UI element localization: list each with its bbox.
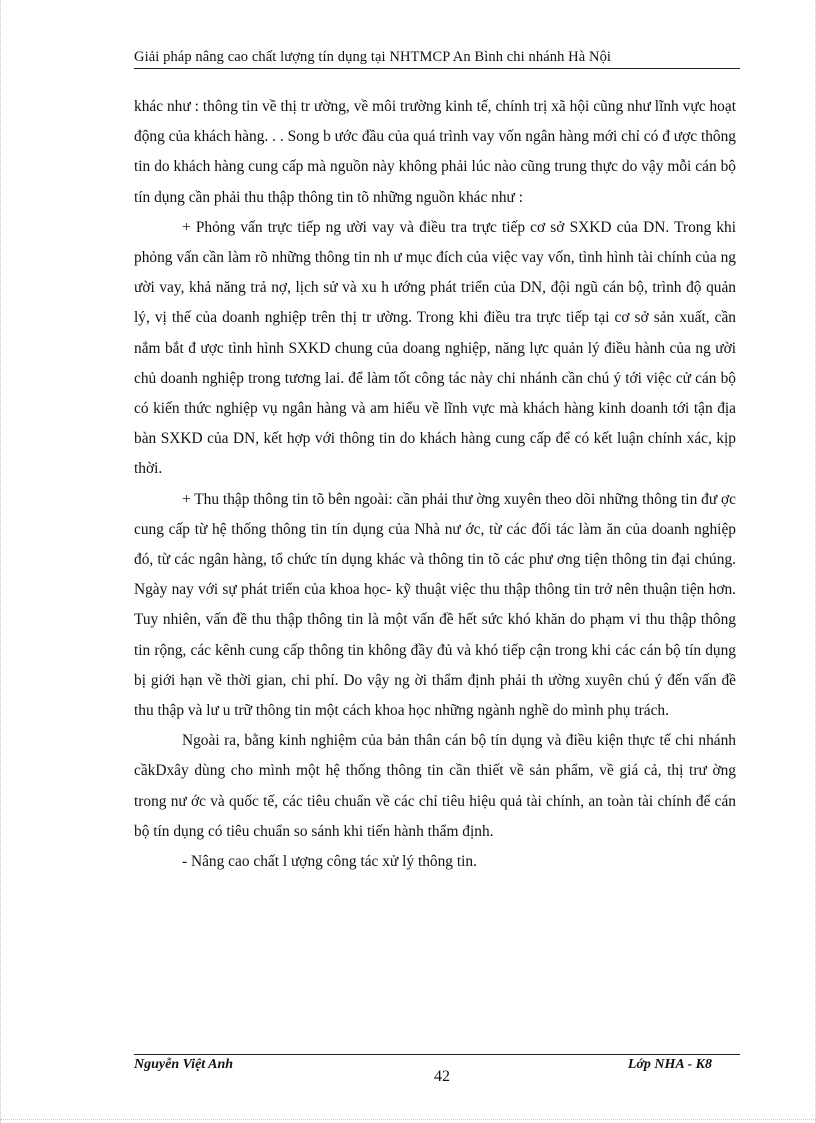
paragraph-experience: Ngoài ra, bằng kinh nghiệm của bản thân cán bộ tín dụng và điều kiện thực tế chi nhánh cầkDxây dùng cho mình một hệ thống thông tin cần thiết về sản phẩm, về giá cả, thị trư ờng trong nư ớc và quốc tế, các tiêu chuẩn về các chỉ tiêu hiệu quả tài chính, an toàn tài chính để cán bộ tín dụng có tiêu chuẩn so sánh khi tiến hành thẩm định. xyxy=(134,732,736,840)
page-bottom-edge xyxy=(0,1119,816,1120)
footer-class-label: Lớp NHA - K8 xyxy=(627,1057,712,1072)
footer-divider xyxy=(134,1054,740,1055)
footer-author: Nguyễn Việt Anh xyxy=(134,1057,234,1072)
paragraph-processing: - Nâng cao chất l ượng công tác xử lý thông tin. xyxy=(182,853,477,871)
page-number: 42 xyxy=(434,1068,450,1085)
paragraph-external-info: + Thu thập thông tin tõ bên ngoài: cần phải thư ờng xuyên theo dõi những thông tin đư ợc cung cấp từ hệ thống thông tin tín dụng của Nhà nư ớc, từ các đối tác làm ăn của doanh nghiệp đó, từ các ngân hàng, tổ chức tín dụng khác và thông tin tõ các phư ơng tiện thông tin đại chúng. Ngày nay với sự phát triển của khoa học- kỹ thuật việc thu thập thông tin trở nên thuận tiện hơn. Tuy nhiên, vấn đề thu thập thông tin là một vấn đề hết sức khó khăn do phạm vi thu thập thông tin rộng, các kênh cung cấp thông tin không đầy đủ và khó tiếp cận trong khi các cán bộ tín dụng bị giới hạn về thời gian, chi phí. Do vậy ng ời thẩm định phải th ường xuyên chú ý đến vấn đề thu thập và lư u trữ thông tin một cách khoa học những ngành nghề do mình phụ trách. xyxy=(134,490,736,720)
paragraph-interview: + Phỏng vấn trực tiếp ng ười vay và điều tra trực tiếp cơ sở SXKD của DN. Trong khi phỏng vấn cần làm rõ những thông tin nh ư mục đích của việc vay vốn, tình hình tài chính của ng ười vay, khả năng trả nợ, lịch sử và xu h ướng phát triển của DN, đội ngũ cán bộ, trình độ quản lý, vị thế của doanh nghiệp trên thị tr ường. Trong khi điều tra trực tiếp tại cơ sở sản xuất, cần nắm bắt đ ược tình hình SXKD chung của doang nghiệp, năng lực quản lý điều hành của ng ười chủ doanh nghiệp trong tương lai. để làm tốt công tác này chi nhánh cần chú ý tới việc cử cán bộ có kiến thức nghiệp vụ ngân hàng và am hiểu về lĩnh vực mà khách hàng kinh doanh tới tận địa bàn SXKD của DN, kết hợp với thông tin do khách hàng cung cấp để có kết luận chính xác, kịp thời. xyxy=(134,218,736,478)
header-divider xyxy=(134,68,740,69)
running-header: Giải pháp nâng cao chất lượng tín dụng tại NHTMCP An Bình chi nhánh Hà Nội xyxy=(134,49,612,65)
paragraph-continuation: khác như : thông tin về thị tr ường, về môi trường kinh tế, chính trị xã hội cũng như lĩnh vực hoạt động của khách hàng. . . Song b ước đầu của quá trình vay vốn ngân hàng mới chỉ có đ ược thông tin do khách hàng cung cấp mà nguồn này không phải lúc nào cũng trung thực do vậy mỗi cán bộ tín dụng cần phải thu thập thông tin tõ những nguồn khác như : xyxy=(134,98,736,206)
document-body xyxy=(134,92,736,877)
